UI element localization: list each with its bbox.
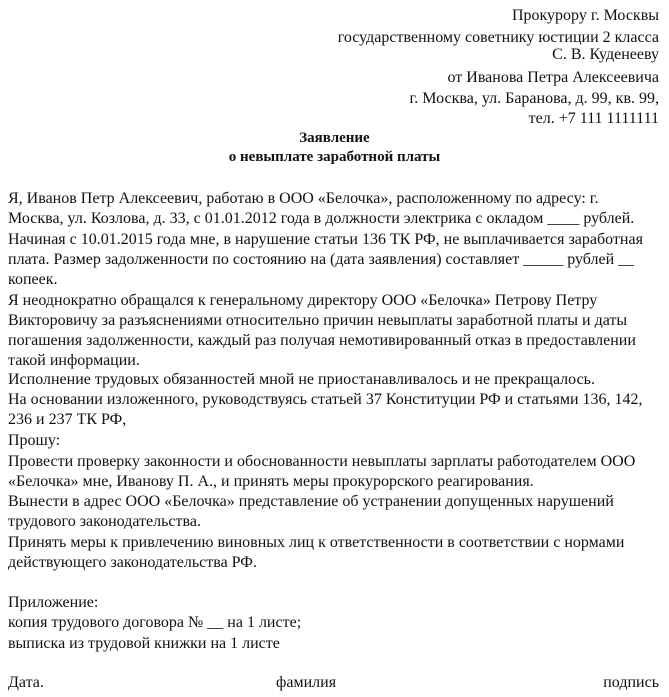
body-line: Москва, ул. Козлова, д. 33, с 01.01.2012 года в должности электрика с окладом ____ рублей.	[8, 210, 635, 227]
attachment-item: выписка из трудовой книжки на 1 листе	[8, 635, 280, 652]
sender-phone-line: тел. +7 111 1111111	[528, 110, 659, 127]
addressee-rank-line: государственному советнику юстиции 2 класса	[337, 29, 659, 46]
signature-surname: фамилия	[276, 674, 337, 691]
body-line: Провести проверку законности и обоснованности невыплаты зарплаты работодателем ООО	[8, 453, 636, 470]
body-line: Викторовичу за разъяснениями относительно причин невыплаты заработной платы и даты	[8, 312, 628, 329]
body-line: Вынести в адрес ООО «Белочка» представление об устранении допущенных нарушений	[8, 493, 614, 510]
body-line: 236 и 237 ТК РФ,	[8, 411, 127, 428]
document-title: Заявление	[299, 130, 370, 146]
body-line: погашения задолженности, каждый раз получая немотивированный отказ в предоставлении	[8, 332, 636, 349]
signature-sign: подпись	[603, 674, 659, 691]
body-line: действующего законодательства РФ.	[8, 554, 257, 571]
addressee-line: Прокурору г. Москвы	[511, 7, 659, 24]
request-heading: Прошу:	[8, 432, 61, 449]
body-line: трудового законодательства.	[8, 513, 201, 530]
attachment-item: копия трудового договора № __ на 1 листе;	[8, 614, 302, 631]
body-line: «Белочка» мне, Иванову П. А., и принять меры прокурорского реагирования.	[8, 473, 534, 490]
attachments-heading: Приложение:	[8, 594, 99, 611]
sender-address-line: г. Москва, ул. Баранова, д. 99, кв. 99,	[409, 90, 659, 107]
body-line: Исполнение трудовых обязанностей мной не приостанавливалось и не прекращалось.	[8, 371, 595, 388]
sender-name-line: от Иванова Петра Алексеевича	[447, 69, 659, 86]
body-line: Начиная с 10.01.2015 года мне, в нарушение статьи 136 ТК РФ, не выплачивается заработная	[8, 231, 643, 248]
body-line: Я неоднократно обращался к генеральному директору ООО «Белочка» Петрову Петру	[8, 292, 598, 309]
body-line: Я, Иванов Петр Алексеевич, работаю в ООО «Белочка», расположенному по адресу: г.	[8, 190, 599, 207]
body-line: Принять меры к привлечению виновных лиц к ответственности в соответствии с нормами	[8, 534, 625, 551]
body-line: плата. Размер задолженности по состоянию на (дата заявления) составляет _____ рублей __	[8, 251, 635, 268]
body-line: копеек.	[8, 271, 58, 288]
signature-date: Дата.	[8, 674, 44, 691]
body-line: На основании изложенного, руководствуясь статьей 37 Конституции РФ и статьями 136, 142,	[8, 391, 643, 408]
body-line: такой информации.	[8, 352, 140, 369]
addressee-name-line: С. В. Куденееву	[552, 46, 659, 63]
document-subtitle: о невыплате заработной платы	[228, 149, 441, 165]
